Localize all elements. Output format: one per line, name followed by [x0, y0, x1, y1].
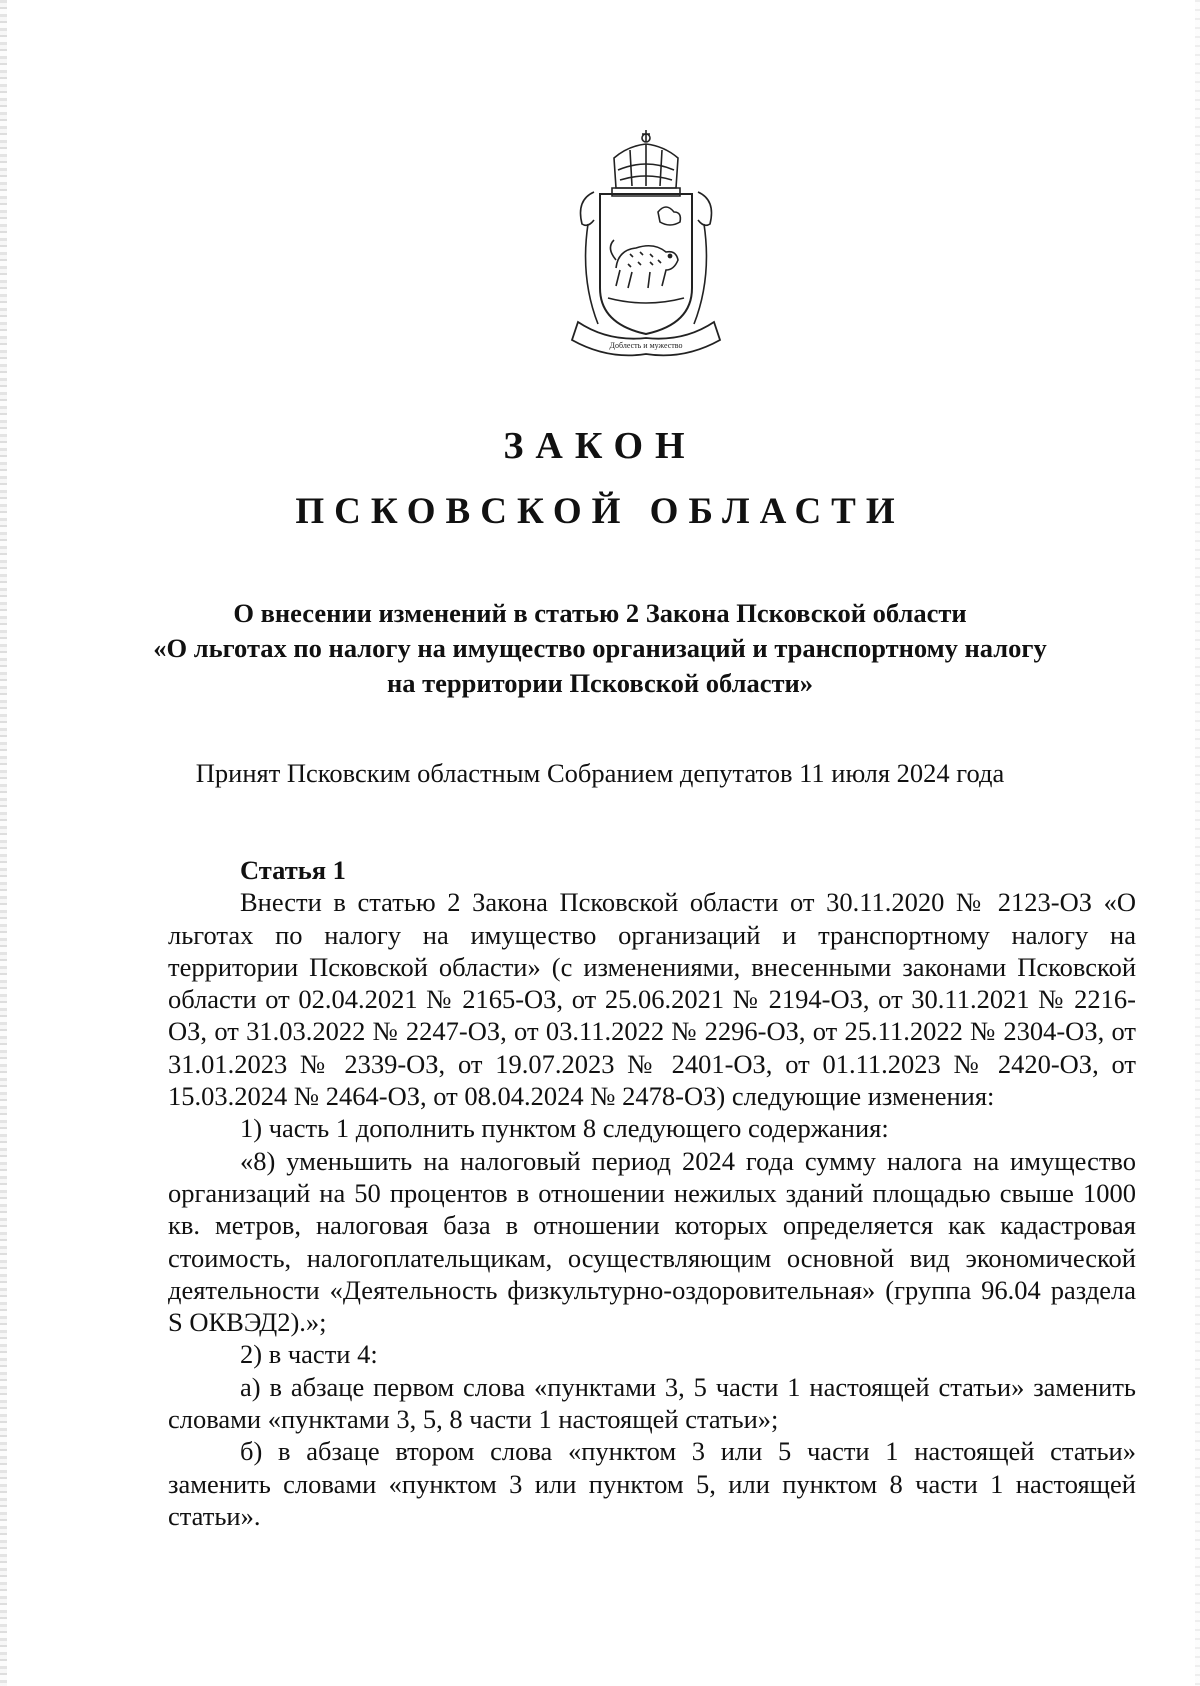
article-intro: Внести в статью 2 Закона Псковской области от 30.11.2020 № 2123-ОЗ «О льготах по налогу на имущество организаций и транспортному налогу на территории Псковской области» (с изменениями, внесенными законами Псковской области от 02.04.2021 № 2165-ОЗ, от 25.06.2021 № 2194-ОЗ, от 30.11.2021 № 2216-ОЗ, от 31.03.2022 № 2247-ОЗ, от 03.11.2022 № 2296-ОЗ, от 25.11.2022 № 2304-ОЗ, от 31.01.2023 № 2339-ОЗ, от 19.07.2023 № 2401-ОЗ, от 01.11.2023 № 2420-ОЗ, от 15.03.2024 № 2464-ОЗ, от 08.04.2024 № 2478-ОЗ) следующие изменения: [168, 887, 1136, 1112]
adoption-line: Принят Псковским областным Собранием депутатов 11 июля 2024 года [195, 758, 1005, 788]
emblem-motto: Доблесть и мужество [609, 341, 683, 350]
item-1-text: «8) уменьшить на налоговый период 2024 года сумму налога на имущество организаций на 50 процентов в отношении нежилых зданий площадью свыше 1000 кв. метров, налоговая база в отношении которых определяется как кадастровая стоимость, налогоплательщикам, осуществляющим основной вид экономической деятельности «Деятельность физкультурно-оздоровительная» (группа 96.04 раздела S ОКВЭД2).»; [168, 1145, 1136, 1338]
item-2a: а) в абзаце первом слова «пунктами 3, 5 части 1 настоящей статьи» заменить словами «пунктами 3, 5, 8 части 1 настоящей статьи»; [168, 1371, 1136, 1435]
document-title: ЗАКОН [503, 425, 697, 467]
item-2: 2) в части 4: [240, 1339, 378, 1370]
item-1: 1) часть 1 дополнить пунктом 8 следующего содержания: [240, 1113, 889, 1144]
document-subtitle: ПСКОВСКОЙ ОБЛАСТИ [295, 491, 905, 532]
heading-line-1: О внесении изменений в статью 2 Закона Псковской области [233, 598, 967, 628]
heading-line-2: «О льготах по налогу на имущество организаций и транспортному налогу [153, 633, 1047, 663]
article-body [168, 854, 1136, 1532]
heading-line-3: на территории Псковской области» [386, 668, 814, 698]
scan-edge-right [1195, 0, 1200, 1686]
law-heading [150, 596, 1050, 701]
article-title: Статья 1 [240, 855, 346, 885]
pskov-coat-of-arms-icon [558, 128, 734, 360]
item-2b: б) в абзаце втором слова «пунктом 3 или 5 части 1 настоящей статьи» заменить словами «пунктом 3 или пунктом 5, или пунктом 8 части 1 настоящей статьи». [168, 1436, 1136, 1531]
scan-edge-left [0, 0, 7, 1686]
